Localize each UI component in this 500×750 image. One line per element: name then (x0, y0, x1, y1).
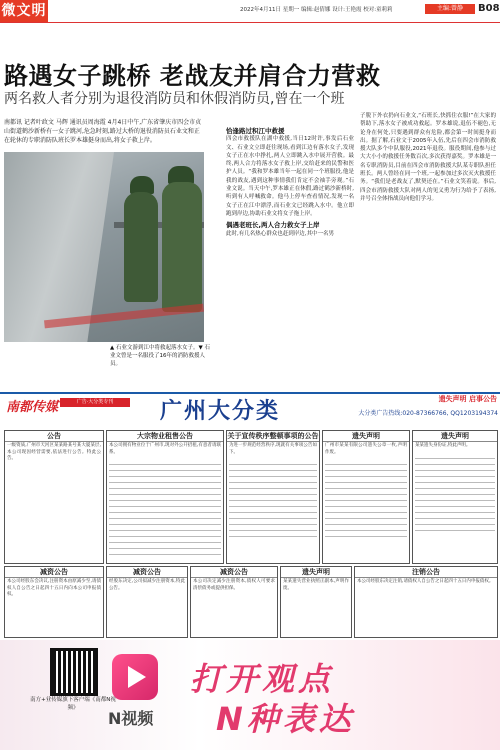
editor-tag: 主编:曾静 (425, 4, 475, 14)
article-column-1 (226, 124, 354, 238)
n-video-logo-icon (112, 654, 158, 700)
classified-box (280, 566, 352, 638)
classified-text: 本公司决定减少注册资本,债权人可要求清偿债务或提供担保。 (193, 579, 275, 591)
classified-title: 减资公告 (191, 567, 277, 578)
classified-title: 注销公告 (355, 567, 497, 578)
classified-text: 某某遗失身份证,特此声明。 (415, 443, 471, 448)
section-heading: 偶遇老班长,两人合力救女子上岸 (226, 221, 320, 230)
headline: 路遇女子跳桥 老战友并肩合力营救 (4, 61, 381, 90)
classified-box (322, 430, 410, 564)
classified-box (226, 430, 320, 564)
article-column-2: 子脱下外衣扔向石业文,“石班长,快抓住衣服!”在大家的帮助下,落水女子被成功救起。罗本雄说,退伍不褪色,无论身在何处,只要遇到群众有危险,都会第一时间挺身而出。据了解,石业文于2005年入伍,先后在四会市消防救援大队多个中队服役,2021年退役。服役期间,他参与过大大小小的救援任务数百次,多次获得嘉奖。罗本雄是一名专职消防员,目前在四会市消防救援大队某专职队担任班长。两人曾经在同一个班,一起参加过多次灭火救援任务。“我们是老战友了,默契还在。”石业文笑着说。事后,四会市消防救援大队对两人的见义勇为行为给予了表扬,并号召全体指战员向他们学习。 (360, 113, 496, 202)
slogan-line-1: 打开观点 (190, 660, 335, 698)
classifieds-title: 广州大分类 (160, 399, 281, 424)
classified-box (190, 566, 278, 638)
section-logo: 微文明 (0, 0, 48, 22)
classified-body (325, 459, 407, 539)
column-text: 此时,有几名热心群众也赶到岸边,其中一名男 (226, 230, 334, 237)
photo-caption: ▲ 石业文游到江中将救起落水女子。▼ 石业文曾是一名服役了16年的消防救援人员。 (110, 345, 210, 367)
article-intro: 南都讯 记者叶政文 马辉 通讯员周海霞 4月4日中午,广东省肇庆市四会市贞山街道鹤沙新桥有一女子跳河,危急时刻,路过大桥的退役消防员石业文和正在轮休的专职消防队班长罗本雄挺身而出,将女子救上岸。 (4, 119, 202, 144)
classified-title: 遗失声明 (413, 431, 497, 442)
classifieds-brand: 南都传媒 (6, 400, 59, 415)
classified-title: 遗失声明 (281, 567, 351, 578)
qr-caption: 南方+业传媒旗下客户端《南都N视频》 (30, 697, 116, 711)
section-heading: 恰逢路过积江中救援 (226, 127, 285, 135)
classified-text: 本公司经股东决定注销,请债权人自公告之日起四十五日内申报债权。 (357, 579, 494, 584)
classified-box (106, 430, 224, 564)
classified-title: 减资公告 (107, 567, 187, 578)
classifieds-hotline: 大分类广告热线:020-87366766, QQ1203194374 (358, 410, 498, 417)
classified-title: 大宗物业租售公告 (107, 431, 223, 442)
subheadline: 两名救人者分别为退役消防员和休假消防员,曾在一个班 (4, 91, 345, 107)
slogan-line-2: N种表达 (216, 700, 355, 738)
qr-code[interactable] (50, 648, 98, 696)
classified-box (4, 566, 104, 638)
classified-text: 一级资质,广州市天河区某某路某号某大厦某层,本公司现因经营需要,依法进行公告。特此公告。 (7, 443, 101, 461)
classified-text: 广州市某某有限公司遗失公章一枚,声明作废。 (325, 443, 407, 455)
classified-title: 遗失声明 (323, 431, 409, 442)
dateline: 2022年4月11日 星期一 编辑:赵倩娜 设计:王艳霞 校对:童莉莉 (240, 7, 393, 13)
column-text: 四会市救援队在湖中救援,当日12时许,事发后石业文、石业文立即赶往现场,看到江边有落水女子,发现女子正在水中挣扎,两人立即跳入水中展开营救。最终,两人合力将落水女子救上岸,交给赶来的民警和医护人员。“我和罗本雄当年一起在同一个班服役,他是我的战友,遇到这种事情我们肯定不会袖手旁观。”石业文说。当天中午,罗本雄正在休假,路过鹤沙新桥时,听到有人呼喊救命。他马上停车查看情况,发现一名女子正在江中漂浮,而石业文已经跳入水中。他立即跑到岸边,协助石业文将女子拖上岸。 (226, 136, 354, 217)
classified-box (4, 430, 104, 564)
classified-text: 为进一步规范经营秩序,现就有关事项公告如下。 (229, 443, 317, 455)
classified-text: 本公司经股东会决议,注册资本由原减少至,请债权人自公告之日起四十五日内向本公司申报债权。 (7, 579, 101, 597)
classified-box (106, 566, 188, 638)
news-photo (4, 152, 204, 342)
classified-box (412, 430, 498, 564)
classified-body (229, 459, 317, 539)
classified-title: 公告 (5, 431, 103, 442)
classified-table (109, 459, 221, 555)
classified-box (354, 566, 498, 638)
page-number: B08 (478, 3, 500, 14)
classified-title: 关于宣传秩序整顿事项的公告 (227, 432, 319, 440)
classified-text: 本公司拥有物业位于广州市,现对外公开招租,有意者请联系。 (109, 443, 221, 455)
app-name: N视频 (108, 709, 154, 728)
classified-title: 减资公告 (5, 567, 103, 578)
classifieds-slogan: 广告·大分类专刊 (60, 398, 130, 407)
classifieds-tagline: 遗失声明 启事公告 (438, 395, 497, 403)
classified-text: 经股东决定,公司拟减少注册资本,特此公告。 (109, 579, 185, 591)
classified-text: 某某遗失营业执照正副本,声明作废。 (283, 579, 349, 591)
classified-body (415, 453, 495, 533)
